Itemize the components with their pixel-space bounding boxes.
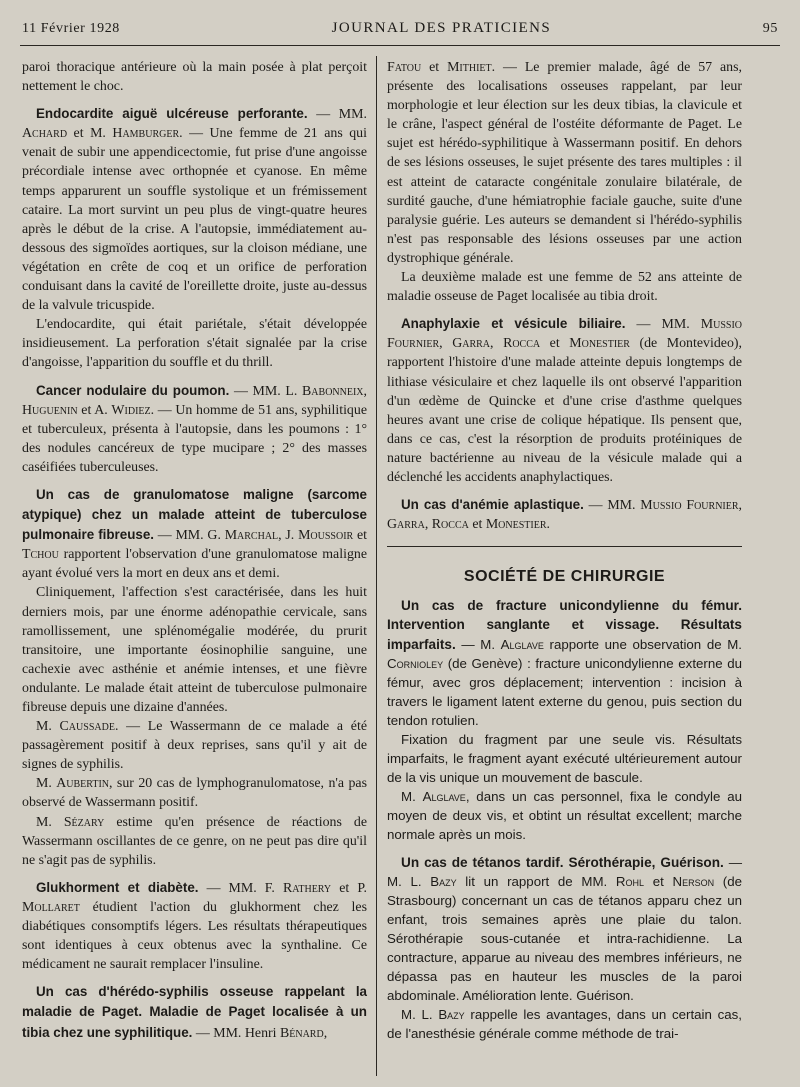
author-name: Rohl (615, 873, 645, 889)
text-run: et (421, 60, 448, 75)
article-text: rapportent l'observation d'une granulomatose maligne ayant évolué vers la mort en deux ans et demi. (22, 547, 367, 582)
article-title: Un cas de granulomatose maligne (sarcome atypique) chez un malade atteint de tuberculose pulmonaire fibreuse. (22, 486, 367, 543)
text-run: lit un rapport de MM. (456, 873, 616, 889)
text-run: — MM. (307, 107, 367, 123)
text-run: , dans un cas personnel, fixa le condyle au moyen de deux vis, et obtint un résultat excellent; marche normale après un mois. (387, 789, 742, 843)
author-name: Garra (452, 336, 491, 352)
author-name: Babonneix (302, 383, 364, 399)
text-run: — M. (455, 636, 501, 652)
text-run: estime qu'en présence de réactions de Wassermann oscillantes de ce genre, on ne peut pas dire qu'il ne s'agit pas de syphilis. (22, 814, 368, 868)
article-title: Anaphylaxie et vésicule biliaire. (401, 316, 626, 332)
text-run: , (363, 383, 367, 399)
issue-date: 11 Février 1928 (22, 21, 120, 36)
text-run: , (738, 498, 743, 514)
text-run: . — Le Wassermann de ce malade a été passagèrement positif à deux reprises, sans qu'il y ait de signes de syphilis. (22, 719, 367, 773)
section-rule (387, 546, 742, 547)
article-heredo-syphilis (22, 982, 367, 1042)
article-text: étudient l'action du glukhorment chez les diabétiques consomptifs légers. Les résultats thérapeutiques sont identiques à ceux obtenus avec la synthaline. Ce médicament ne saurait remplacer l'insuline. (22, 899, 367, 973)
article-text: . — Le premier malade, âgé de 57 ans, présente des localisations osseuses rappelant, par leur morphologie et leur élection sur les deux tibias, la clavicule et le crâne, l'aspect général de l'ostéite déformante de Paget. Le sujet est hérédo-syphilitique à Wassermann positif. En dehors de ses lésions osseuses, le sujet présente des tares multiples : il est atteint de cataracte congénitale zonulaire bilatérale, de surdité gauche, d'une hémiatrophie faciale gauche, suite d'une paralysie guérie. Les auteurs se demandent si l'hérédo-syphilis n'est pas responsable des lésions osseuses par une action dystrophique générale. (387, 60, 742, 266)
section-heading: SOCIÉTÉ DE CHIRURGIE (463, 568, 666, 586)
author-name: Monestier (485, 517, 547, 533)
author-name: Nerson (672, 873, 715, 889)
paragraph (387, 787, 742, 844)
article-anaphylaxie (387, 314, 742, 487)
text-run: , (323, 1025, 328, 1041)
paragraph (22, 381, 367, 477)
paragraph (22, 485, 367, 583)
page-number: 95 (762, 21, 778, 36)
article-anemie-aplastique (387, 495, 742, 534)
author-name: Bazy (438, 1007, 465, 1023)
text-run: , (424, 517, 432, 533)
text-run: M. L. (401, 1007, 439, 1023)
article-title: Endocardite aiguë ulcéreuse perforante. (36, 106, 308, 122)
article-title: Un cas d'anémie aplastique. (401, 497, 584, 513)
article-text: (de Montevideo), rapportent l'histoire d'une malade atteinte depuis longtemps de lithiase vésiculaire et chez laquelle ils ont observé l'apparition d'un œdème de Quincke et d'une crise d'asthme quelques heures avant une crise de colique hépatique. Ils pensent que, dans ce cas, c'est la résorption de produits protéiniques de nature bactérienne au niveau de la vésicule malade qui a déclenché les accidents anaphylactiques. (387, 336, 742, 485)
paragraph: L'endocardite, qui était pariétale, s'était développée insidieusement. La perforation s'était signalée par la crise d'angoisse, l'apparition du souffle et du thrill. (22, 317, 367, 371)
text-run: rapporte une observation de M. (543, 636, 742, 652)
text-run: — MM. G. (154, 528, 225, 544)
page-header (22, 20, 778, 42)
author-name: Alglave (500, 636, 544, 652)
author-name: Garra (387, 517, 425, 533)
paragraph (387, 58, 742, 268)
article-text: . — Un homme de 51 ans, syphilitique et tuberculeux, présenta à l'autopsie, dans les poumons : 1° des nodules cancéreux de type mucipare ; 2° des masses caséifiées tuberculeuses. (22, 402, 367, 475)
author-name: Bazy (430, 873, 457, 889)
article-glukhorment (22, 878, 367, 974)
paragraph (22, 982, 367, 1042)
left-column (22, 58, 367, 1043)
author-name: Caussade (59, 719, 115, 735)
text-run: et (540, 336, 570, 352)
author-name: Mussio Fournier (640, 498, 739, 514)
article-title: Cancer nodulaire du poumon. (36, 382, 230, 398)
text-run: — MM. Henri (192, 1025, 280, 1041)
text-run: — MM. L. (229, 383, 303, 399)
text-run: M. (401, 789, 423, 805)
author-name: Mithiet (447, 60, 492, 75)
header-rule (20, 45, 780, 46)
text-run: — MM. (583, 498, 641, 514)
author-name: Monestier (569, 336, 630, 352)
paragraph (387, 853, 742, 1006)
article-text: (de Genève) : fracture unicondylienne externe du fémur, avec gros déplacement; intervention : incision à travers le ligament latent externe du genou, puis section du tendon rotulien. (387, 655, 742, 728)
author-name: Bénard (279, 1025, 324, 1041)
paragraph: Fixation du fragment par une seule vis. Résultats imparfaits, le fragment ayant exécuté ultérieurement autour de la vis unique un mouvement de bascule. (387, 732, 742, 786)
article-title: Glukhorment et diabète. (36, 879, 199, 895)
author-name: Aubertin (56, 776, 110, 792)
author-name: Rathery (282, 880, 332, 896)
author-name: Cornioley (387, 655, 444, 671)
paragraph (387, 1005, 742, 1043)
author-name: Tchou (22, 547, 59, 563)
article-granulomatose (22, 485, 367, 870)
text-run: , (439, 336, 453, 352)
text-run: et (353, 528, 368, 544)
paragraph: paroi thoracique antérieure où la main posée à plat perçoit nettement le choc. (22, 60, 367, 95)
article-text: (de Strasbourg) concernant un cas de tétanos apparu chez un enfant, trois semaines après une plaie du talon. Sérothérapie sous-cutanée et intra-rachidienne. La contracture, apparue au niveau des membres inférieurs, ne dépassa pas en hauteur les muscles de la paroi abdominale. Amélioration lente. Guérison. (387, 873, 743, 1004)
author-name: Alglave (422, 789, 466, 805)
text-run: rappelle les avantages, dans un certain cas, de l'anesthésie générale comme méthode de trai- (387, 1007, 743, 1042)
article-heredo-syphilis-cont (387, 58, 742, 306)
author-name: Sézary (63, 814, 105, 830)
text-run: M. (36, 776, 57, 792)
text-run: — MM. (625, 317, 701, 333)
text-run: . (546, 517, 550, 533)
paragraph (22, 717, 367, 774)
article-title: Un cas d'hérédo-syphilis osseuse rappelant la maladie de Paget. Maladie de Paget localisée à un tibia chez une syphilitique. (22, 984, 367, 1040)
paragraph (22, 104, 367, 315)
text-run: M. (36, 719, 60, 735)
author-name: Mollaret (22, 899, 80, 915)
text-run: et (468, 517, 486, 533)
author-name: Rocca (431, 517, 469, 533)
right-column (387, 58, 742, 1044)
text-run: — M. L. (387, 854, 742, 889)
author-name: Moussoir (298, 528, 354, 544)
text-run: et P. (331, 880, 367, 896)
paragraph (22, 813, 367, 870)
text-run: et (644, 873, 673, 889)
author-name: Hamburger (112, 126, 180, 142)
paragraph: Cliniquement, l'affection s'est caractérisée, dans les huit derniers mois, par une énorme adénopathie cervicale, sans ramollissement, une splénomégalie modérée, du prurit transitoire, une importante éosinophilie sanguine, une cachexie avec asthénie et anémie intenses, et une fièvre ondulante. Le malade était atteint de tuberculose pulmonaire fibreuse depuis une dizaine d'années. (22, 585, 367, 715)
paragraph (22, 878, 367, 974)
article-title: Un cas de tétanos tardif. Sérothérapie, Guérison. (401, 854, 724, 870)
paragraph (22, 774, 367, 812)
author-name: Mussio Fournier (387, 317, 742, 352)
text-run: M. (36, 814, 64, 830)
text-run: , (490, 336, 504, 352)
paragraph: La deuxième malade est une femme de 52 ans atteinte de maladie osseuse de Paget localisée au tibia droit. (387, 270, 742, 305)
text-run: et M. (67, 126, 113, 142)
author-name: Huguenin (22, 402, 78, 418)
paragraph (387, 495, 742, 534)
author-name: Marchal (224, 528, 279, 544)
article-continuation (22, 58, 367, 96)
article-text: . — Une femme de 21 ans qui venait de subir une appendicectomie, fut prise d'une angoisse précordiale intense avec orthopnée et cyanose. En même temps apparurent un souffle systolique et un frémissement cataire. La mort survint un peu plus de vingt-quatre heures après le début de la crise. A l'autopsie, immédiatement au-dessous des sigmoïdes aortiques, sur la cloison médiane, une végétation en crête de coq et un orifice de perforation conduisant dans la cavité de l'oreillette droite, juste au-dessus de la valvule tricuspide. (22, 126, 367, 314)
author-name: Achard (22, 126, 68, 142)
article-tetanos-tardif (387, 853, 742, 1044)
article-endocardite (22, 104, 367, 372)
author-name: Fatou (387, 60, 422, 75)
article-fracture-unicondylienne (387, 596, 742, 844)
text-run: , sur 20 cas de lymphogranulomatose, n'a pas observé de Wassermann positif. (22, 776, 367, 811)
text-run: , J. (278, 528, 299, 544)
author-name: Rocca (503, 336, 541, 352)
article-cancer-nodulaire (22, 381, 367, 477)
paragraph (387, 596, 742, 730)
text-run: et A. (77, 402, 112, 418)
column-divider (376, 56, 377, 1076)
article-title: Un cas de fracture unicondylienne du fémur. Intervention sanglante et vissage. Résultats imparfaits. (387, 598, 742, 652)
author-name: Widiez (111, 402, 151, 418)
journal-title: JOURNAL DES PRATICIENS (331, 20, 552, 36)
text-run: — MM. F. (198, 880, 283, 896)
paragraph (387, 314, 742, 487)
